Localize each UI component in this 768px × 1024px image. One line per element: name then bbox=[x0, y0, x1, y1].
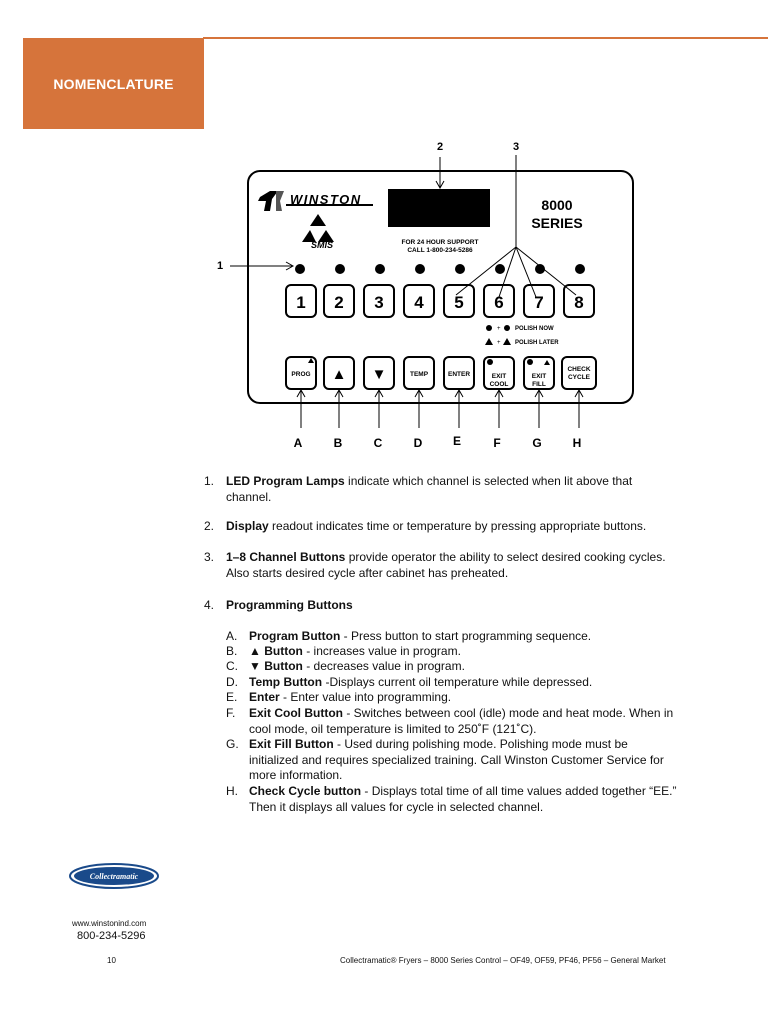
down-button[interactable] bbox=[364, 357, 394, 389]
svg-text:7: 7 bbox=[534, 293, 544, 312]
callout-3: 3 bbox=[512, 141, 520, 153]
item-number: 4. bbox=[204, 598, 215, 612]
led-lamp-3 bbox=[375, 264, 385, 274]
legend-polish-now: POLISH NOW bbox=[515, 326, 554, 332]
channel-button-1[interactable] bbox=[286, 285, 316, 317]
svg-text:5: 5 bbox=[454, 293, 464, 312]
brand-name: WINSTON bbox=[290, 192, 362, 207]
svg-text:+: + bbox=[497, 326, 501, 332]
svg-text:PROG: PROG bbox=[291, 371, 311, 378]
svg-text:FILL: FILL bbox=[532, 381, 546, 388]
document-title: Collectramatic® Fryers – 8000 Series Control – OF49, OF59, PF46, PF56 – General Market bbox=[340, 956, 666, 965]
item-number: 1. bbox=[204, 474, 215, 488]
logo-text: Collectramatic bbox=[89, 872, 139, 881]
led-lamp-8 bbox=[575, 264, 585, 274]
item-text: readout indicates time or temperature by pressing appropriate buttons. bbox=[268, 519, 647, 533]
channel-button-5[interactable] bbox=[444, 285, 474, 317]
svg-text:ENTER: ENTER bbox=[447, 371, 471, 378]
smis-label: SMIS bbox=[310, 240, 334, 250]
support-line-1: FOR 24 HOUR SUPPORT bbox=[401, 239, 479, 246]
svg-text:CYCLE: CYCLE bbox=[567, 374, 591, 381]
svg-text:2: 2 bbox=[334, 293, 344, 312]
svg-text:+: + bbox=[497, 340, 501, 346]
item-text: indicate which channel is selected when lit above that channel. bbox=[226, 474, 633, 504]
header-rule bbox=[203, 37, 768, 39]
website-link[interactable]: www.winstonind.com bbox=[72, 919, 147, 928]
model-line-1: 8000 bbox=[541, 197, 573, 213]
model-line-2: SERIES bbox=[531, 215, 583, 231]
channel-button-3[interactable] bbox=[364, 285, 394, 317]
letter-h: H bbox=[572, 436, 582, 450]
letter-e: E bbox=[452, 434, 462, 448]
item-title: LED Program Lamps bbox=[226, 474, 345, 488]
led-lamp-2 bbox=[335, 264, 345, 274]
legend-polish-later: POLISH LATER bbox=[515, 340, 559, 346]
letter-f: F bbox=[493, 436, 501, 450]
up-button[interactable] bbox=[324, 357, 354, 389]
channel-button-8[interactable] bbox=[564, 285, 594, 317]
check-cycle-button[interactable] bbox=[562, 357, 596, 389]
item-title: 1–8 Channel Buttons bbox=[226, 550, 346, 564]
led-lamp-1 bbox=[295, 264, 305, 274]
channel-button-7[interactable] bbox=[524, 285, 554, 317]
phone-number: 800-234-5296 bbox=[77, 930, 146, 942]
exit-fill-button[interactable] bbox=[524, 357, 554, 389]
support-line-2: CALL 1-800-234-5286 bbox=[407, 247, 473, 254]
led-lamp-4 bbox=[415, 264, 425, 274]
led-lamp-6 bbox=[495, 264, 505, 274]
channel-button-2[interactable] bbox=[324, 285, 354, 317]
letter-g: G bbox=[532, 436, 542, 450]
led-lamp-5 bbox=[455, 264, 465, 274]
display-readout bbox=[388, 189, 490, 227]
item-title: Programming Buttons bbox=[226, 598, 353, 612]
svg-text:1: 1 bbox=[296, 293, 306, 312]
section-header bbox=[23, 38, 204, 129]
collectramatic-logo bbox=[68, 862, 160, 890]
item-text: provide operator the ability to select desired cooking cycles. Also starts desired cycle after cabinet has preheated. bbox=[226, 550, 666, 580]
svg-text:EXIT: EXIT bbox=[531, 373, 547, 380]
svg-text:EXIT: EXIT bbox=[491, 373, 507, 380]
letter-a: A bbox=[293, 436, 303, 450]
svg-text:6: 6 bbox=[494, 293, 504, 312]
exit-cool-button[interactable] bbox=[484, 357, 514, 389]
letter-b: B bbox=[333, 436, 343, 450]
callout-2: 2 bbox=[436, 141, 444, 153]
item-title: Display bbox=[226, 519, 269, 533]
enter-button[interactable] bbox=[444, 357, 474, 389]
svg-text:▲: ▲ bbox=[331, 366, 347, 383]
channel-button-4[interactable] bbox=[404, 285, 434, 317]
letter-d: D bbox=[413, 436, 423, 450]
svg-text:TEMP: TEMP bbox=[409, 371, 429, 378]
letter-c: C bbox=[373, 436, 383, 450]
svg-text:3: 3 bbox=[374, 293, 384, 312]
callout-1: 1 bbox=[216, 260, 224, 272]
temp-button[interactable] bbox=[404, 357, 434, 389]
item-number: 3. bbox=[204, 550, 215, 564]
svg-text:4: 4 bbox=[414, 293, 424, 312]
svg-text:CHECK: CHECK bbox=[567, 366, 591, 373]
svg-text:COOL: COOL bbox=[489, 381, 509, 388]
channel-button-6[interactable] bbox=[484, 285, 514, 317]
control-panel-diagram bbox=[200, 135, 650, 455]
section-title: NOMENCLATURE bbox=[53, 75, 174, 92]
svg-text:▼: ▼ bbox=[371, 366, 387, 383]
page-number: 10 bbox=[107, 956, 116, 965]
button-letters bbox=[294, 434, 582, 450]
item-number: 2. bbox=[204, 519, 215, 533]
svg-text:8: 8 bbox=[574, 293, 584, 312]
prog-button[interactable] bbox=[286, 357, 316, 389]
